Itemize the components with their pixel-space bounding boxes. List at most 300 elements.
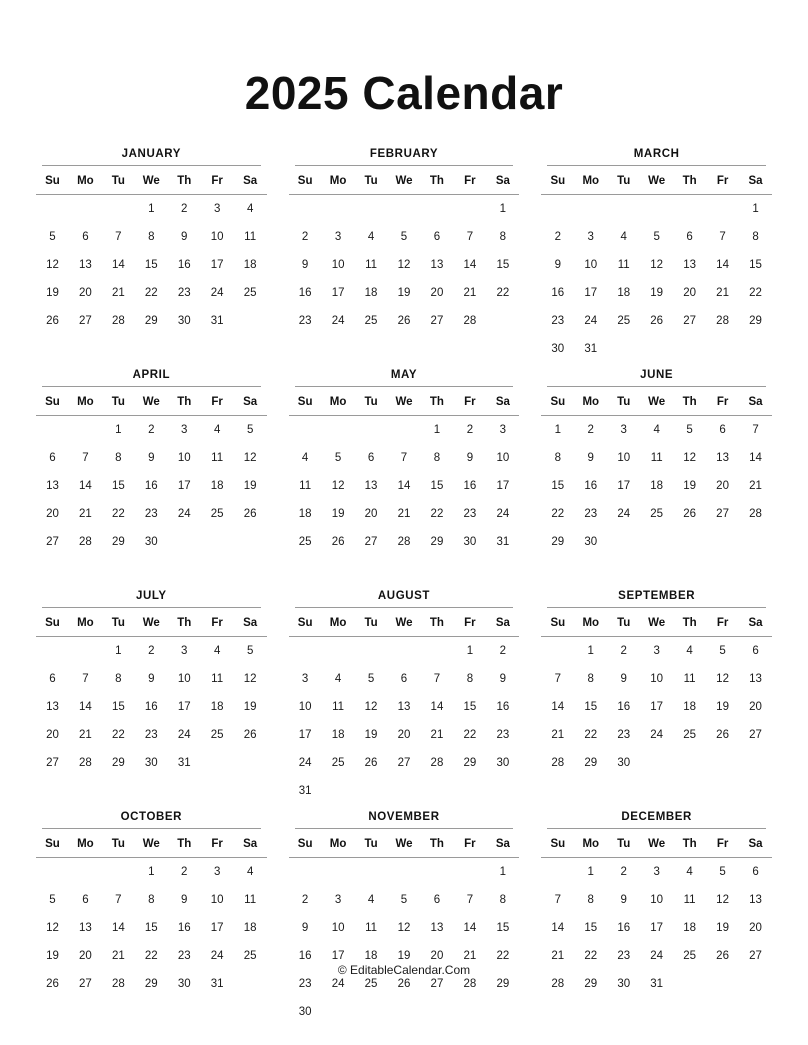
day-cell[interactable]: 20 (683, 287, 697, 299)
day-cell[interactable]: 1 (115, 645, 122, 657)
day-cell[interactable]: 14 (79, 480, 92, 492)
day-cell[interactable]: 4 (213, 424, 221, 436)
day-cell[interactable]: 14 (749, 452, 762, 464)
day-cell[interactable]: 30 (298, 1006, 312, 1018)
day-cell[interactable]: 4 (213, 645, 221, 657)
day-cell[interactable]: 3 (213, 203, 221, 215)
day-cell[interactable]: 15 (111, 480, 125, 492)
day-cell[interactable]: 16 (584, 480, 598, 492)
day-cell[interactable]: 11 (211, 452, 224, 464)
day-cell[interactable]: 4 (301, 452, 309, 464)
day-cell[interactable]: 16 (551, 287, 565, 299)
day-cell[interactable]: 24 (210, 950, 224, 962)
day-cell[interactable]: 31 (210, 978, 224, 990)
day-cell[interactable]: 20 (749, 701, 762, 713)
day-cell[interactable]: 16 (144, 480, 158, 492)
day-cell[interactable]: 25 (364, 978, 378, 990)
day-cell[interactable]: 21 (463, 950, 477, 962)
day-cell[interactable]: 14 (111, 259, 125, 271)
day-cell[interactable]: 13 (749, 673, 762, 685)
day-cell[interactable]: 16 (298, 950, 312, 962)
day-cell[interactable]: 18 (650, 480, 664, 492)
day-cell[interactable]: 27 (749, 950, 762, 962)
day-cell[interactable]: 1 (587, 866, 594, 878)
day-cell[interactable]: 21 (79, 508, 92, 520)
day-cell[interactable]: 9 (620, 894, 627, 906)
day-cell[interactable]: 15 (111, 701, 125, 713)
day-cell[interactable]: 17 (298, 729, 312, 741)
day-cell[interactable]: 2 (587, 424, 594, 436)
day-cell[interactable]: 17 (331, 950, 345, 962)
day-cell[interactable]: 17 (650, 701, 664, 713)
day-cell[interactable]: 2 (148, 645, 155, 657)
day-cell[interactable]: 17 (650, 922, 664, 934)
day-cell[interactable]: 16 (496, 701, 510, 713)
day-cell[interactable]: 10 (210, 894, 224, 906)
day-cell[interactable]: 28 (79, 536, 92, 548)
day-cell[interactable]: 21 (463, 287, 477, 299)
day-cell[interactable]: 2 (301, 894, 309, 906)
day-cell[interactable]: 3 (334, 231, 342, 243)
day-cell[interactable]: 30 (617, 757, 631, 769)
day-cell[interactable]: 9 (554, 259, 561, 271)
day-cell[interactable]: 2 (620, 866, 627, 878)
day-cell[interactable]: 1 (499, 866, 507, 878)
day-cell[interactable]: 28 (111, 978, 125, 990)
day-cell[interactable]: 14 (551, 922, 565, 934)
day-cell[interactable]: 20 (79, 950, 92, 962)
day-cell[interactable]: 5 (686, 424, 693, 436)
day-cell[interactable]: 7 (82, 452, 89, 464)
day-cell[interactable]: 30 (177, 315, 191, 327)
day-cell[interactable]: 30 (584, 536, 598, 548)
day-cell[interactable]: 25 (364, 315, 378, 327)
day-cell[interactable]: 15 (749, 259, 762, 271)
day-cell[interactable]: 10 (298, 701, 312, 713)
day-cell[interactable]: 8 (499, 231, 507, 243)
day-cell[interactable]: 30 (617, 978, 631, 990)
day-cell[interactable]: 8 (466, 673, 474, 685)
day-cell[interactable]: 23 (144, 508, 158, 520)
day-cell[interactable]: 20 (364, 508, 378, 520)
day-cell[interactable]: 22 (430, 508, 444, 520)
day-cell[interactable]: 17 (617, 480, 631, 492)
day-cell[interactable]: 10 (617, 452, 631, 464)
day-cell[interactable]: 28 (716, 315, 729, 327)
day-cell[interactable]: 10 (210, 231, 224, 243)
day-cell[interactable]: 28 (551, 978, 565, 990)
day-cell[interactable]: 22 (551, 508, 565, 520)
day-cell[interactable]: 13 (46, 480, 59, 492)
day-cell[interactable]: 6 (82, 894, 89, 906)
day-cell[interactable]: 7 (115, 231, 122, 243)
day-cell[interactable]: 24 (650, 729, 664, 741)
day-cell[interactable]: 6 (82, 231, 89, 243)
day-cell[interactable]: 15 (496, 922, 510, 934)
day-cell[interactable]: 1 (587, 645, 594, 657)
day-cell[interactable]: 22 (463, 729, 477, 741)
day-cell[interactable]: 11 (211, 673, 224, 685)
day-cell[interactable]: 7 (554, 673, 561, 685)
day-cell[interactable]: 25 (683, 950, 697, 962)
day-cell[interactable]: 10 (177, 673, 191, 685)
day-cell[interactable]: 30 (144, 757, 158, 769)
day-cell[interactable]: 26 (331, 536, 345, 548)
day-cell[interactable]: 19 (243, 701, 257, 713)
day-cell[interactable]: 16 (144, 701, 158, 713)
day-cell[interactable]: 20 (397, 729, 411, 741)
day-cell[interactable]: 23 (617, 950, 631, 962)
day-cell[interactable]: 27 (749, 729, 762, 741)
day-cell[interactable]: 27 (79, 978, 92, 990)
day-cell[interactable]: 3 (181, 645, 188, 657)
day-cell[interactable]: 28 (551, 757, 565, 769)
day-cell[interactable]: 14 (463, 259, 477, 271)
day-cell[interactable]: 9 (499, 673, 507, 685)
day-cell[interactable]: 29 (111, 536, 125, 548)
day-cell[interactable]: 27 (46, 757, 59, 769)
day-cell[interactable]: 1 (148, 866, 155, 878)
day-cell[interactable]: 26 (46, 315, 59, 327)
day-cell[interactable]: 19 (46, 287, 59, 299)
day-cell[interactable]: 9 (181, 231, 188, 243)
day-cell[interactable]: 29 (551, 536, 565, 548)
day-cell[interactable]: 5 (246, 424, 254, 436)
day-cell[interactable]: 9 (587, 452, 594, 464)
day-cell[interactable]: 8 (148, 894, 155, 906)
day-cell[interactable]: 16 (177, 259, 191, 271)
day-cell[interactable]: 14 (463, 922, 477, 934)
day-cell[interactable]: 20 (430, 950, 444, 962)
day-cell[interactable]: 11 (365, 259, 378, 271)
day-cell[interactable]: 8 (115, 673, 122, 685)
day-cell[interactable]: 13 (716, 452, 729, 464)
day-cell[interactable]: 1 (499, 203, 507, 215)
day-cell[interactable]: 15 (144, 259, 158, 271)
day-cell[interactable]: 27 (79, 315, 92, 327)
day-cell[interactable]: 22 (111, 729, 125, 741)
day-cell[interactable]: 1 (752, 203, 759, 215)
day-cell[interactable]: 12 (397, 922, 411, 934)
day-cell[interactable]: 9 (181, 894, 188, 906)
day-cell[interactable]: 11 (650, 452, 663, 464)
day-cell[interactable]: 12 (650, 259, 664, 271)
day-cell[interactable]: 8 (554, 452, 561, 464)
day-cell[interactable]: 22 (144, 950, 158, 962)
day-cell[interactable]: 11 (244, 231, 257, 243)
day-cell[interactable]: 18 (243, 259, 257, 271)
day-cell[interactable]: 8 (148, 231, 155, 243)
day-cell[interactable]: 23 (617, 729, 631, 741)
day-cell[interactable]: 27 (430, 978, 444, 990)
day-cell[interactable]: 21 (111, 287, 125, 299)
day-cell[interactable]: 28 (463, 978, 477, 990)
day-cell[interactable]: 6 (49, 452, 56, 464)
day-cell[interactable]: 7 (554, 894, 561, 906)
day-cell[interactable]: 28 (397, 536, 411, 548)
day-cell[interactable]: 17 (177, 701, 191, 713)
day-cell[interactable]: 24 (496, 508, 510, 520)
day-cell[interactable]: 6 (433, 231, 441, 243)
day-cell[interactable]: 3 (213, 866, 221, 878)
day-cell[interactable]: 22 (584, 950, 598, 962)
day-cell[interactable]: 3 (334, 894, 342, 906)
day-cell[interactable]: 19 (397, 287, 411, 299)
day-cell[interactable]: 29 (496, 978, 510, 990)
day-cell[interactable]: 19 (397, 950, 411, 962)
day-cell[interactable]: 21 (430, 729, 444, 741)
day-cell[interactable]: 18 (364, 287, 378, 299)
day-cell[interactable]: 24 (617, 508, 631, 520)
day-cell[interactable]: 5 (400, 231, 408, 243)
day-cell[interactable]: 18 (243, 922, 257, 934)
day-cell[interactable]: 6 (752, 866, 759, 878)
day-cell[interactable]: 24 (177, 508, 191, 520)
day-cell[interactable]: 9 (620, 673, 627, 685)
day-cell[interactable]: 17 (177, 480, 191, 492)
day-cell[interactable]: 21 (79, 729, 92, 741)
day-cell[interactable]: 26 (243, 508, 257, 520)
day-cell[interactable]: 29 (144, 978, 158, 990)
day-cell[interactable]: 30 (496, 757, 510, 769)
day-cell[interactable]: 23 (298, 978, 312, 990)
day-cell[interactable]: 31 (584, 343, 598, 355)
day-cell[interactable]: 2 (554, 231, 561, 243)
day-cell[interactable]: 2 (181, 866, 188, 878)
day-cell[interactable]: 5 (719, 866, 726, 878)
day-cell[interactable]: 13 (430, 922, 444, 934)
day-cell[interactable]: 4 (246, 866, 254, 878)
day-cell[interactable]: 18 (683, 701, 697, 713)
day-cell[interactable]: 16 (463, 480, 477, 492)
day-cell[interactable]: 28 (430, 757, 444, 769)
day-cell[interactable]: 12 (46, 259, 59, 271)
day-cell[interactable]: 24 (650, 950, 664, 962)
day-cell[interactable]: 9 (148, 673, 155, 685)
day-cell[interactable]: 11 (683, 673, 696, 685)
day-cell[interactable]: 1 (148, 203, 155, 215)
day-cell[interactable]: 18 (331, 729, 345, 741)
day-cell[interactable]: 15 (584, 701, 598, 713)
day-cell[interactable]: 9 (148, 452, 155, 464)
day-cell[interactable]: 26 (683, 508, 697, 520)
day-cell[interactable]: 21 (749, 480, 762, 492)
day-cell[interactable]: 24 (331, 315, 345, 327)
day-cell[interactable]: 7 (115, 894, 122, 906)
day-cell[interactable]: 11 (299, 480, 312, 492)
day-cell[interactable]: 5 (653, 231, 660, 243)
day-cell[interactable]: 11 (617, 259, 630, 271)
day-cell[interactable]: 26 (650, 315, 664, 327)
day-cell[interactable]: 12 (46, 922, 59, 934)
day-cell[interactable]: 13 (683, 259, 697, 271)
day-cell[interactable]: 2 (301, 231, 309, 243)
day-cell[interactable]: 23 (496, 729, 510, 741)
day-cell[interactable]: 25 (617, 315, 631, 327)
day-cell[interactable]: 10 (650, 894, 664, 906)
day-cell[interactable]: 22 (496, 950, 510, 962)
day-cell[interactable]: 30 (177, 978, 191, 990)
day-cell[interactable]: 3 (301, 673, 309, 685)
day-cell[interactable]: 17 (496, 480, 510, 492)
day-cell[interactable]: 25 (331, 757, 345, 769)
day-cell[interactable]: 8 (587, 673, 594, 685)
day-cell[interactable]: 30 (144, 536, 158, 548)
day-cell[interactable]: 2 (181, 203, 188, 215)
day-cell[interactable]: 24 (331, 978, 345, 990)
day-cell[interactable]: 11 (365, 922, 378, 934)
day-cell[interactable]: 4 (620, 231, 627, 243)
day-cell[interactable]: 8 (587, 894, 594, 906)
day-cell[interactable]: 12 (716, 894, 729, 906)
day-cell[interactable]: 12 (683, 452, 697, 464)
day-cell[interactable]: 7 (719, 231, 726, 243)
day-cell[interactable]: 11 (244, 894, 257, 906)
day-cell[interactable]: 29 (111, 757, 125, 769)
day-cell[interactable]: 11 (683, 894, 696, 906)
day-cell[interactable]: 23 (463, 508, 477, 520)
day-cell[interactable]: 14 (716, 259, 729, 271)
day-cell[interactable]: 29 (463, 757, 477, 769)
day-cell[interactable]: 18 (617, 287, 631, 299)
day-cell[interactable]: 1 (554, 424, 561, 436)
day-cell[interactable]: 12 (243, 673, 257, 685)
day-cell[interactable]: 6 (367, 452, 375, 464)
day-cell[interactable]: 3 (620, 424, 627, 436)
day-cell[interactable]: 6 (752, 645, 759, 657)
day-cell[interactable]: 20 (749, 922, 762, 934)
day-cell[interactable]: 19 (331, 508, 345, 520)
day-cell[interactable]: 14 (430, 701, 444, 713)
day-cell[interactable]: 20 (79, 287, 92, 299)
day-cell[interactable]: 18 (298, 508, 312, 520)
day-cell[interactable]: 22 (584, 729, 598, 741)
day-cell[interactable]: 19 (716, 701, 729, 713)
day-cell[interactable]: 1 (466, 645, 474, 657)
day-cell[interactable]: 14 (397, 480, 411, 492)
day-cell[interactable]: 6 (433, 894, 441, 906)
day-cell[interactable]: 3 (587, 231, 594, 243)
day-cell[interactable]: 1 (433, 424, 441, 436)
day-cell[interactable]: 19 (716, 922, 729, 934)
day-cell[interactable]: 10 (331, 922, 345, 934)
day-cell[interactable]: 26 (364, 757, 378, 769)
day-cell[interactable]: 4 (246, 203, 254, 215)
day-cell[interactable]: 31 (210, 315, 224, 327)
day-cell[interactable]: 22 (749, 287, 762, 299)
day-cell[interactable]: 12 (243, 452, 257, 464)
day-cell[interactable]: 16 (177, 922, 191, 934)
day-cell[interactable]: 9 (301, 922, 309, 934)
day-cell[interactable]: 25 (683, 729, 697, 741)
day-cell[interactable]: 26 (397, 978, 411, 990)
day-cell[interactable]: 2 (466, 424, 474, 436)
day-cell[interactable]: 10 (496, 452, 510, 464)
day-cell[interactable]: 13 (749, 894, 762, 906)
day-cell[interactable]: 17 (584, 287, 598, 299)
day-cell[interactable]: 18 (210, 701, 224, 713)
day-cell[interactable]: 20 (46, 729, 59, 741)
day-cell[interactable]: 29 (749, 315, 762, 327)
day-cell[interactable]: 24 (584, 315, 598, 327)
day-cell[interactable]: 28 (463, 315, 477, 327)
day-cell[interactable]: 5 (400, 894, 408, 906)
day-cell[interactable]: 27 (716, 508, 729, 520)
day-cell[interactable]: 27 (364, 536, 378, 548)
day-cell[interactable]: 8 (752, 231, 759, 243)
day-cell[interactable]: 15 (584, 922, 598, 934)
day-cell[interactable]: 31 (298, 785, 312, 797)
day-cell[interactable]: 5 (719, 645, 726, 657)
day-cell[interactable]: 15 (144, 922, 158, 934)
day-cell[interactable]: 14 (111, 922, 125, 934)
day-cell[interactable]: 4 (653, 424, 660, 436)
day-cell[interactable]: 23 (551, 315, 565, 327)
day-cell[interactable]: 21 (551, 729, 565, 741)
day-cell[interactable]: 12 (364, 701, 378, 713)
day-cell[interactable]: 10 (650, 673, 664, 685)
day-cell[interactable]: 18 (364, 950, 378, 962)
day-cell[interactable]: 19 (364, 729, 378, 741)
day-cell[interactable]: 4 (367, 894, 375, 906)
day-cell[interactable]: 23 (177, 287, 191, 299)
day-cell[interactable]: 31 (177, 757, 191, 769)
day-cell[interactable]: 18 (683, 922, 697, 934)
day-cell[interactable]: 12 (716, 673, 729, 685)
day-cell[interactable]: 5 (49, 231, 56, 243)
day-cell[interactable]: 30 (551, 343, 565, 355)
day-cell[interactable]: 13 (79, 259, 92, 271)
day-cell[interactable]: 24 (298, 757, 312, 769)
day-cell[interactable]: 26 (46, 978, 59, 990)
day-cell[interactable]: 23 (298, 315, 312, 327)
day-cell[interactable]: 30 (463, 536, 477, 548)
day-cell[interactable]: 14 (551, 701, 565, 713)
day-cell[interactable]: 19 (650, 287, 664, 299)
day-cell[interactable]: 7 (752, 424, 759, 436)
day-cell[interactable]: 23 (584, 508, 598, 520)
day-cell[interactable]: 18 (210, 480, 224, 492)
day-cell[interactable]: 6 (719, 424, 726, 436)
day-cell[interactable]: 12 (331, 480, 345, 492)
day-cell[interactable]: 22 (111, 508, 125, 520)
day-cell[interactable]: 15 (463, 701, 477, 713)
day-cell[interactable]: 28 (79, 757, 92, 769)
day-cell[interactable]: 5 (334, 452, 342, 464)
day-cell[interactable]: 9 (301, 259, 309, 271)
day-cell[interactable]: 13 (430, 259, 444, 271)
day-cell[interactable]: 20 (716, 480, 729, 492)
day-cell[interactable]: 15 (551, 480, 565, 492)
day-cell[interactable]: 24 (210, 287, 224, 299)
day-cell[interactable]: 17 (210, 922, 224, 934)
day-cell[interactable]: 7 (466, 231, 474, 243)
day-cell[interactable]: 4 (367, 231, 375, 243)
day-cell[interactable]: 17 (331, 287, 345, 299)
day-cell[interactable]: 5 (367, 673, 375, 685)
day-cell[interactable]: 13 (79, 922, 92, 934)
day-cell[interactable]: 16 (298, 287, 312, 299)
day-cell[interactable]: 25 (650, 508, 664, 520)
day-cell[interactable]: 10 (177, 452, 191, 464)
day-cell[interactable]: 26 (397, 315, 411, 327)
day-cell[interactable]: 26 (716, 950, 729, 962)
day-cell[interactable]: 5 (246, 645, 254, 657)
day-cell[interactable]: 3 (181, 424, 188, 436)
day-cell[interactable]: 25 (210, 729, 224, 741)
day-cell[interactable]: 29 (584, 978, 598, 990)
day-cell[interactable]: 19 (683, 480, 697, 492)
